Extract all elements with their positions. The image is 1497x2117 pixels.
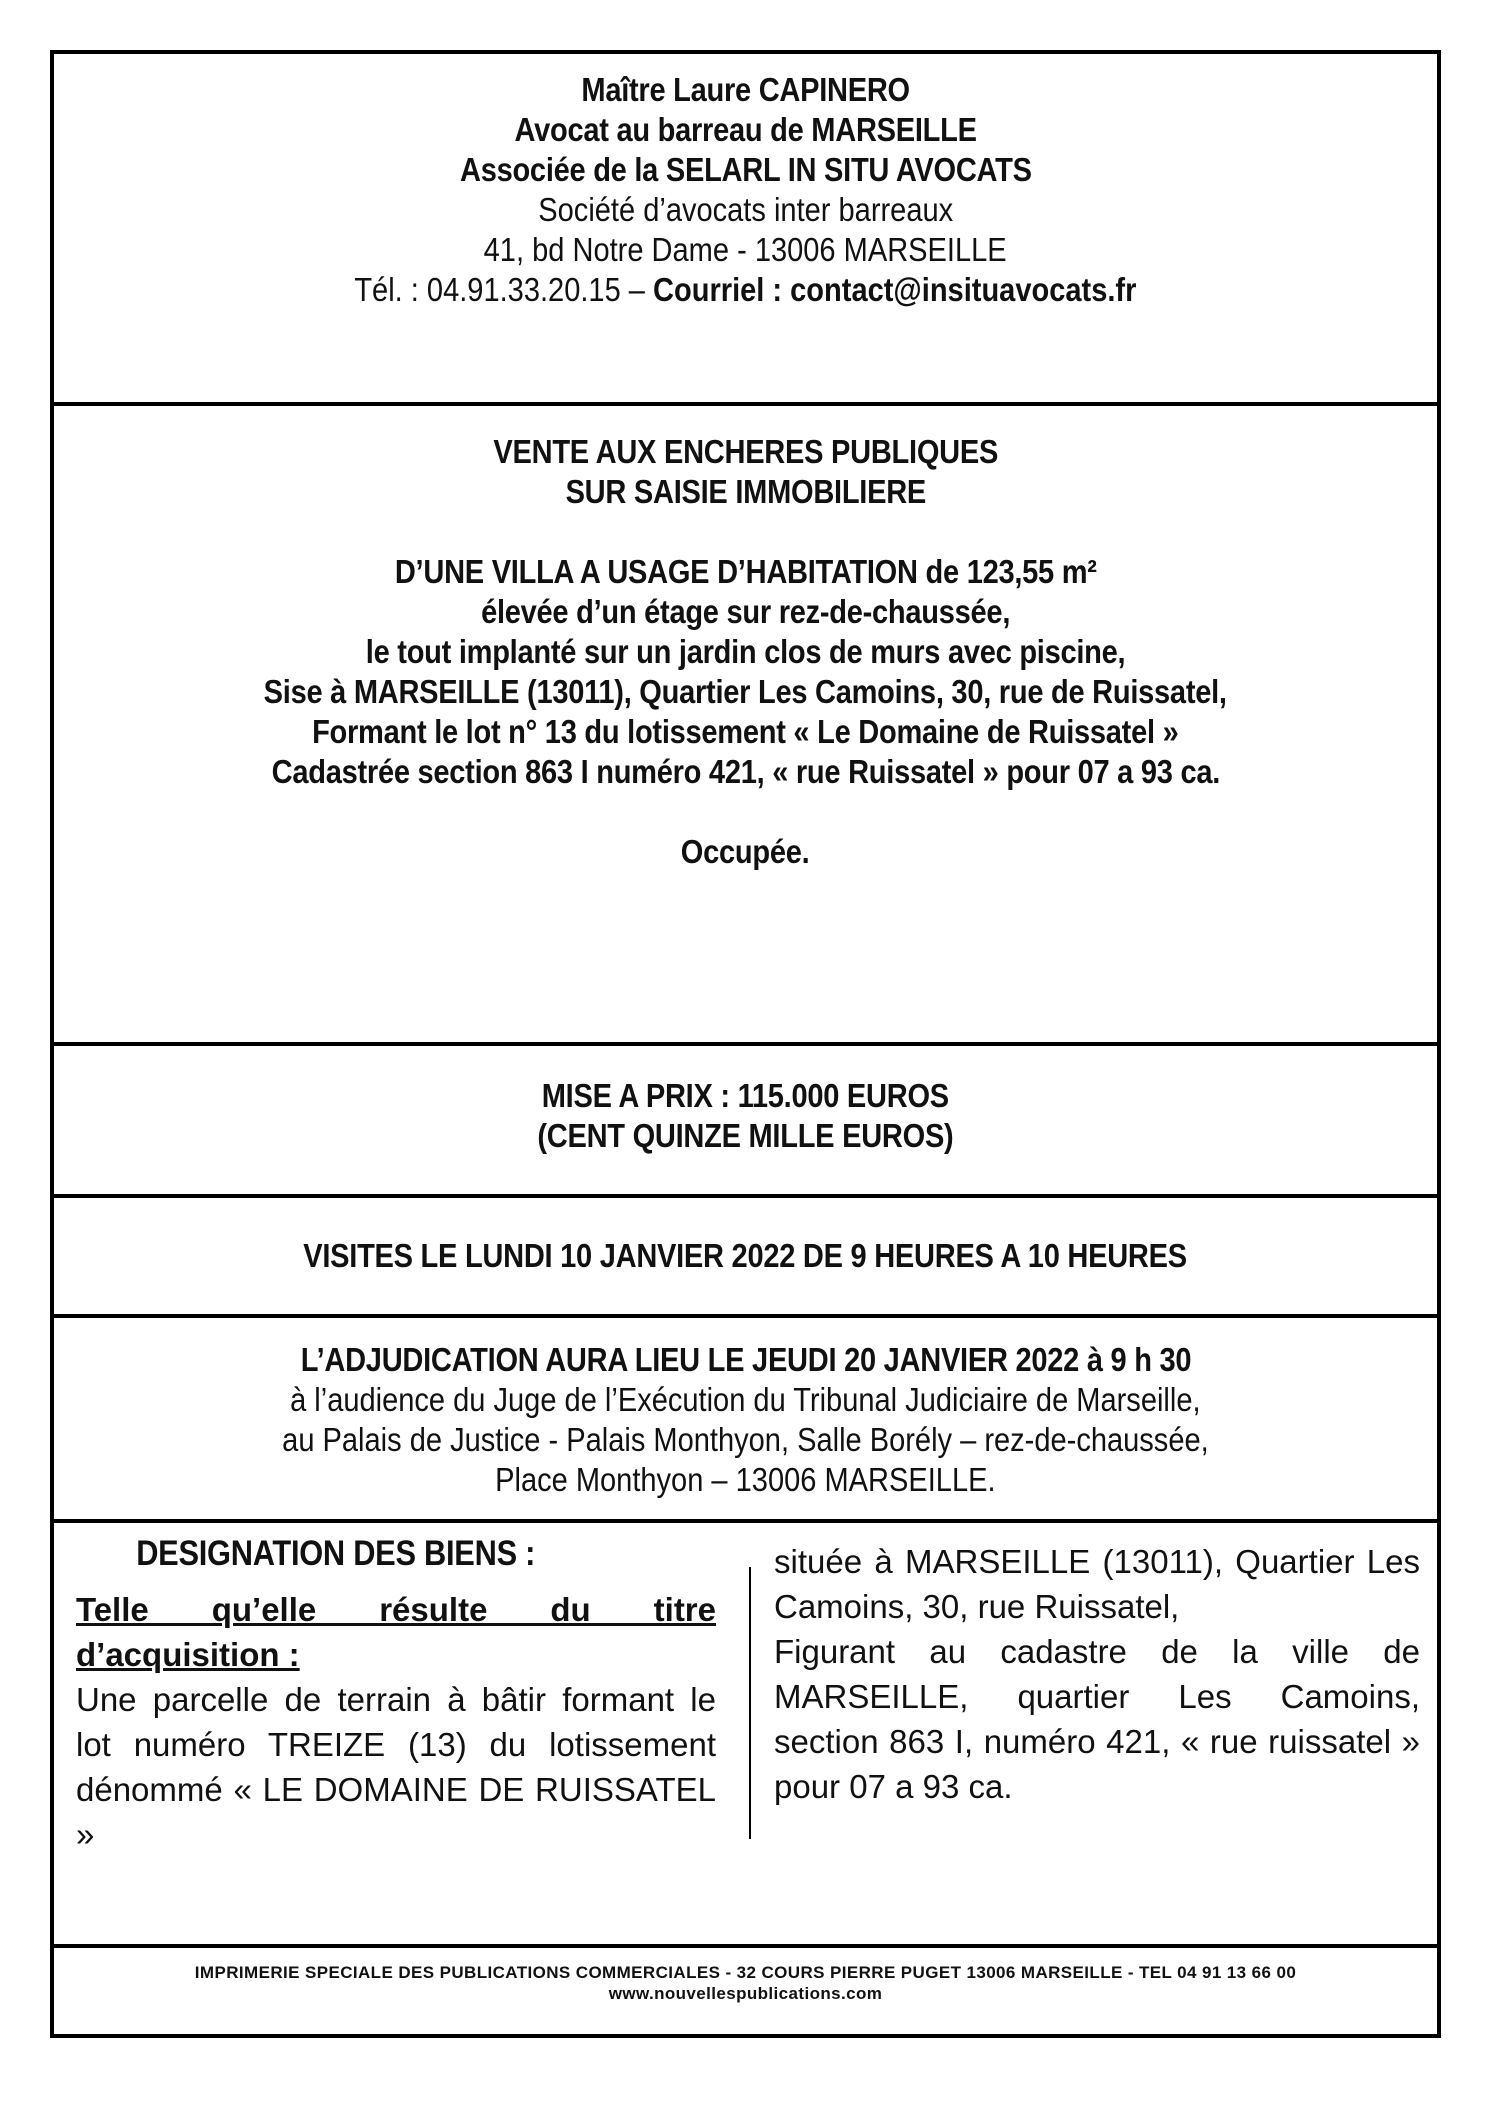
sale-title-2: SUR SAISIE IMMOBILIERE: [565, 473, 926, 510]
designation-right-6: pour 07 a 93 ca.: [774, 1768, 1013, 1805]
price-line-1: MISE A PRIX : 115.000 EUROS: [541, 1077, 950, 1114]
designation-subheading-1: Telle qu’elle résulte du titre: [76, 1591, 716, 1628]
designation-right-2: Camoins, 30, rue Ruissatel,: [774, 1588, 1180, 1625]
divider: [54, 1042, 1437, 1046]
footer-line-1: IMPRIMERIE SPECIALE DES PUBLICATIONS COMMERCIALES - 32 COURS PIERRE PUGET 13006 MARSEILLE - TEL 04 91 13 66 00: [194, 1963, 1297, 1982]
divider: [54, 402, 1437, 406]
price-line-2: (CENT QUINZE MILLE EUROS): [537, 1117, 954, 1154]
sale-desc-3: le tout implanté sur un jardin clos de murs avec piscine,: [365, 633, 1126, 670]
adjudication-line-2: au Palais de Justice - Palais Monthyon, Salle Borély – rez-de-chaussée,: [282, 1421, 1209, 1458]
sale-desc-5: Formant le lot n° 13 du lotissement « Le Domaine de Ruissatel »: [312, 713, 1179, 750]
sale-title-1: VENTE AUX ENCHERES PUBLIQUES: [493, 433, 998, 470]
adjudication-title: L’ADJUDICATION AURA LIEU LE JEUDI 20 JANVIER 2022 à 9 h 30: [300, 1341, 1191, 1378]
sale-desc-1: D’UNE VILLA A USAGE D’HABITATION de 123,55 m²: [394, 553, 1097, 590]
designation-right-5: section 863 I, numéro 421, « rue ruissatel »: [774, 1723, 1420, 1760]
designation-left-2: lot numéro TREIZE (13) du lotissement: [76, 1726, 716, 1763]
sale-desc-2: élevée d’un étage sur rez-de-chaussée,: [480, 593, 1011, 630]
sale-desc-6: Cadastrée section 863 I numéro 421, « rue Ruissatel » pour 07 a 93 ca.: [271, 753, 1220, 790]
designation-right-3: Figurant au cadastre de la ville de: [774, 1633, 1420, 1670]
lawyer-role: Avocat au barreau de MARSEILLE: [514, 111, 977, 148]
sale-desc-4: Sise à MARSEILLE (13011), Quartier Les Camoins, 30, rue de Ruissatel,: [263, 673, 1228, 710]
visits-line: VISITES LE LUNDI 10 JANVIER 2022 DE 9 HEURES A 10 HEURES: [303, 1237, 1188, 1274]
email-text: Courriel : contact@insituavocats.fr: [653, 271, 1137, 308]
designation-left-column: [76, 1529, 716, 1857]
adjudication-line-1: à l’audience du Juge de l’Exécution du Tribunal Judiciaire de Marseille,: [290, 1381, 1201, 1418]
starting-price: [54, 1076, 1437, 1156]
printer-footer: [54, 1962, 1437, 2004]
divider: [54, 1944, 1437, 1948]
visits: [54, 1236, 1437, 1276]
designation-left-3: dénommé « LE DOMAINE DE RUISSATEL »: [76, 1771, 716, 1853]
lawyer-name: Maître Laure CAPINERO: [581, 71, 910, 108]
footer-website: www.nouvellespublications.com: [608, 1984, 883, 2003]
contact-line: [354, 270, 1136, 310]
firm-address: 41, bd Notre Dame - 13006 MARSEILLE: [484, 231, 1007, 268]
lawyer-header: [54, 70, 1437, 310]
lawyer-firm: Associée de la SELARL IN SITU AVOCATS: [459, 151, 1032, 188]
sale-description: [54, 432, 1437, 872]
designation-right-1: située à MARSEILLE (13011), Quartier Les: [774, 1543, 1420, 1580]
divider: [54, 1519, 1437, 1523]
designation-left-1: Une parcelle de terrain à bâtir formant le: [76, 1681, 716, 1718]
phone-text: Tél. : 04.91.33.20.15 –: [354, 271, 646, 308]
adjudication-line-3: Place Monthyon – 13006 MARSEILLE.: [495, 1461, 996, 1498]
legal-notice-page: [50, 50, 1441, 2038]
adjudication: [54, 1340, 1437, 1500]
designation-heading: DESIGNATION DES BIENS :: [136, 1534, 536, 1573]
designation-right-column: [774, 1539, 1420, 1809]
designation-right-4: MARSEILLE, quartier Les Camoins,: [774, 1678, 1420, 1715]
occupancy-status: Occupée.: [681, 833, 810, 870]
designation-subheading-2: d’acquisition :: [76, 1636, 300, 1673]
column-divider: [749, 1567, 751, 1839]
firm-type: Société d’avocats inter barreaux: [538, 191, 953, 228]
designation: [54, 1529, 1437, 1909]
divider: [54, 1314, 1437, 1318]
divider: [54, 1194, 1437, 1198]
